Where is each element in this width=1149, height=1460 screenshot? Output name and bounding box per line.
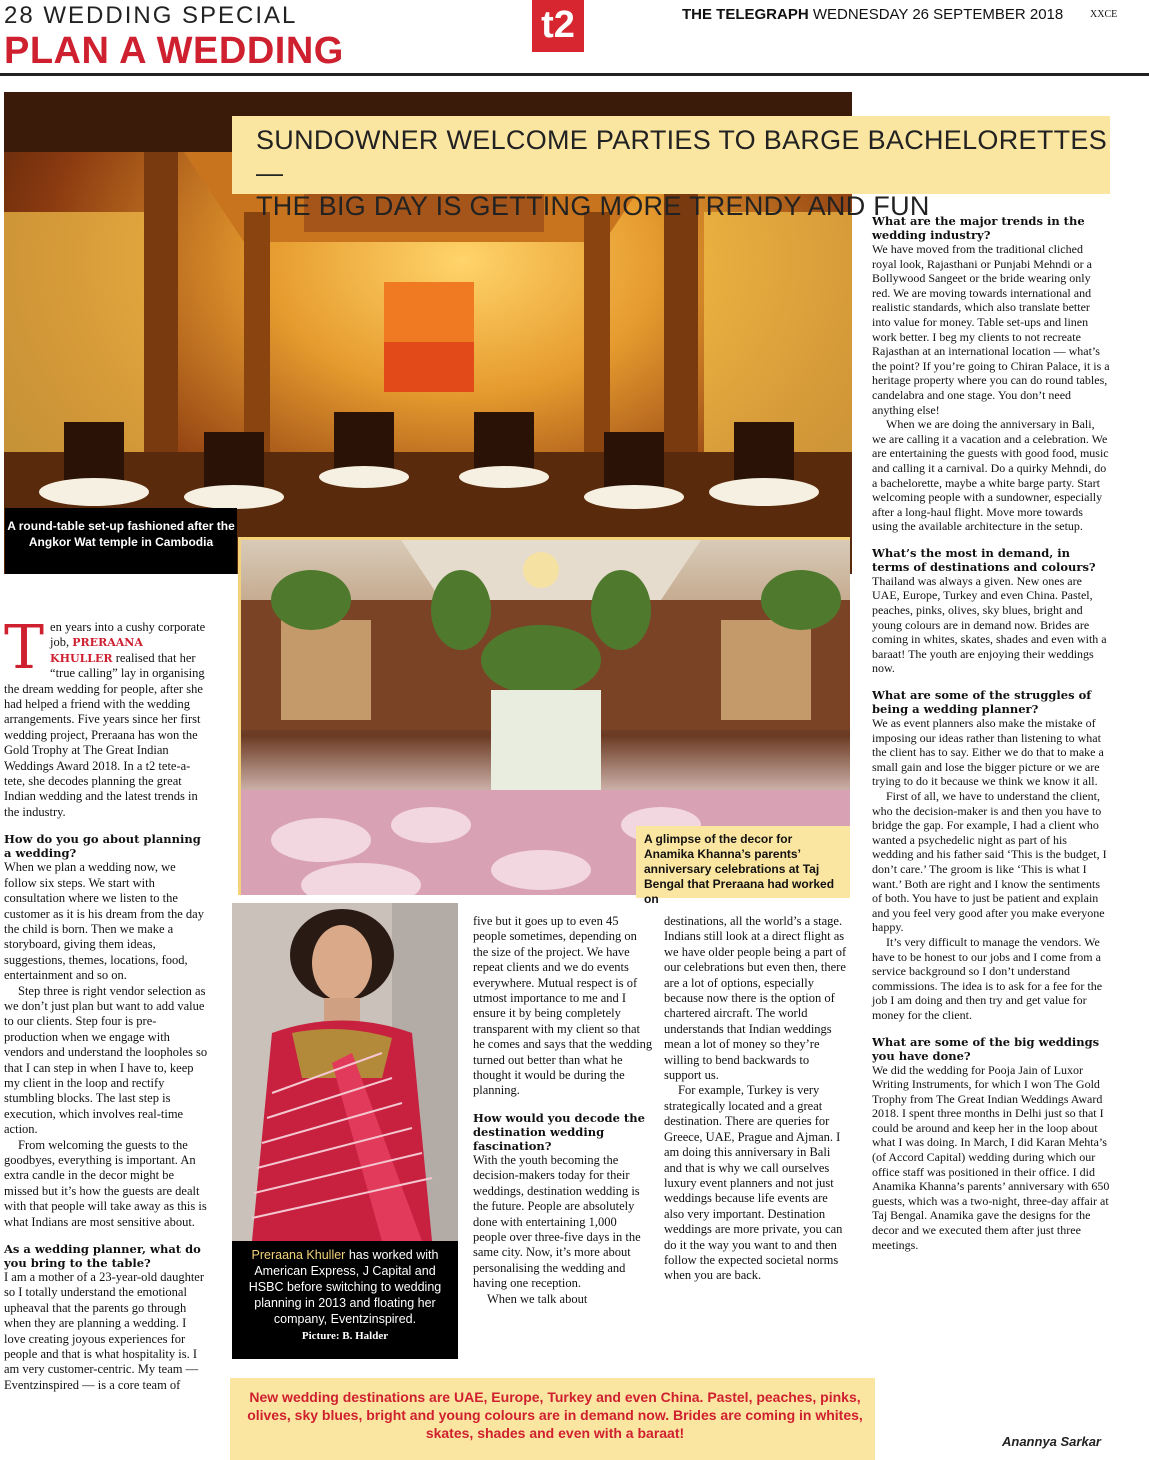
question-heading: How do you go about planning a wedding? [4, 832, 201, 861]
answer-paragraph: five but it goes up to even 45 people sometimes, depending on the size of the project. We have repeat clients and we do events everywhere. Mutual respect is of utmost importance to me and I ensure it by being completely transparent with my client so that he comes and says that the wedding turned out better than what he thought it would be during the planning. [473, 914, 653, 1098]
headline-line-1: SUNDOWNER WELCOME PARTIES TO BARGE BACHELORETTES — [256, 125, 1108, 188]
answer-paragraph: From welcoming the guests to the goodbyes, everything is important. An extra candle in the decor might be missed but it’s how the guests are dealt with that people will take away as this is what Indians are most sensitive about. [4, 1137, 207, 1229]
question-heading: What’s the most in demand, in terms of destinations and colours? [872, 545, 1096, 574]
answer-paragraph: Step three is right vendor selection as we don’t just plan but want to add value to our clients. Step four is pre-production when we engage with vendors and understand the loopholes so that I can step in when I have to, keep my client in the loop and rectify stumbling blocks. The last step is execution, which involves real-time action. [4, 983, 208, 1137]
answer-paragraph: When we are doing the anniversary in Bali, we are calling it a vacation and a celebration. We are entertaining the guests with good food, music and calling it a carnival. Do a quirky Mehndi, do a bachelorette, maybe a white barge party. Start welcoming people with a sundowner, especially after a long-haul flight. Move more towards using the available architecture in the setup. [872, 417, 1109, 534]
edition-code: XXCE [1090, 9, 1118, 20]
newspaper-name: THE TELEGRAPH [682, 6, 809, 23]
question-heading: What are some of the big weddings you have done? [872, 1034, 1100, 1063]
header-rule [0, 73, 1149, 76]
photo-credit: Picture: B. Halder [301, 1330, 389, 1342]
headline-box [232, 116, 1110, 221]
answer-paragraph: For example, Turkey is very strategically located and a great destination. There are queries for Greece, UAE, Prague and Ajman. I am doing this anniversary in Bali and that is why we call ourselves luxury event planners and not just weddings because life events are also very important. Destination weddings are more private, you can do it the way you want to and then follow the expected societal norms when you are back. [664, 1083, 843, 1283]
interviewee-name: PRERAANA KHULLER [50, 636, 143, 665]
photo-caption-angkor-wat: A round-table set-up fashioned after the Angkor Wat temple in Cambodia [5, 508, 237, 574]
caption-person-text: has worked with American Express, J Capital and HSBC before switching to wedding planning in 2013 and floating her company, Eventzinspired. [248, 1248, 442, 1326]
question-heading: What are the major trends in the wedding industry? [872, 214, 1085, 242]
answer-paragraph: First of all, we have to understand the client, who the decision-maker is and then you have to bridge the gap. For example, I had a client who wanted a psychedelic night as part of his wedding and his father said ‘This is the budget, I don’t care.’ The groom is like ‘This is what I want.’ Both are right and I know the sentiments of both. You have to just be patient and explain and you feel very good after you make everyone happy. [872, 789, 1107, 935]
answer-paragraph: We as event planners also make the mistake of imposing our ideas rather than listening to what the client has to say. Either we do that to make a small gain and lose the bigger picture or we are trying to do it because we think we know it all. [872, 716, 1104, 789]
newspaper-masthead [682, 6, 1063, 23]
pullquote: New wedding destinations are UAE, Europe, Turkey and even China. Pastel, peaches, pinks, olives, sky blues, bright and young colours are in demand now. Brides are coming in whites, skates, shades and even with a baraat! [247, 1389, 863, 1441]
answer-paragraph: destinations, all the world’s a stage. Indians still look at a direct flight as we have older people being a part of our celebrations but even then, there are a lot of options, especially because now there is the option of chartered aircraft. The world understands that Indian weddings mean a lot of money so they’re willing to bend backwards to support us. [664, 914, 847, 1083]
answer-paragraph: It’s very difficult to manage the vendors. We have to be honest to our jobs and I come from a service background so I don’t understand commissions. The idea is to ask for a fee for the job I am doing and then try and get value for money for the client. [872, 934, 1103, 1022]
answer-paragraph: When we plan a wedding now, we follow six steps. We start with consultation where we listen to the customer as it is his dream from the day the child is born. Then we make a storyboard, giving them ideas, suggestions, themes, locations, food, entertainment and so on. [4, 860, 204, 983]
caption-person-name: Preraana Khuller [251, 1248, 346, 1262]
answer-paragraph: Thailand was always a given. New ones are UAE, Europe, Turkey and even China. Pastel, peaches, pinks, olives, sky blues, bright and young colours are in demand now. Brides are coming in whites, skates, shades and even with a baraat! The youth are enjoying their weddings now. [872, 573, 1107, 676]
page-title: PLAN A WEDDING [4, 30, 344, 72]
issue-date: WEDNESDAY 26 SEPTEMBER 2018 [812, 6, 1064, 23]
headline-line-2: THE BIG DAY IS GETTING MORE TRENDY AND FUN [256, 191, 930, 221]
answer-paragraph: I am a mother of a 23-year-old daughter so I totally understand the emotional upheaval that the parents go through when they are planning a wedding. I love creating joyous experiences for people and that is what hospitality is. I am very customer-centric. My team — Eventzinspired — is a core team of [4, 1270, 205, 1392]
article-column-1 [4, 613, 208, 1393]
answer-paragraph: With the youth becoming the decision-makers today for their weddings, destination wedding is the future. People are absolutely done with entertaining 1,000 people over three-five days in the same city. Now, it’s more about personalising the wedding and having one reception. [473, 1152, 641, 1291]
question-heading: What are some of the struggles of being a wedding planner? [872, 688, 1092, 717]
drop-cap: T [4, 613, 45, 683]
answer-paragraph: We have moved from the traditional cliched royal look, Rajasthani or Punjabi Mehndi or a Bollywood Sangeet or the bride wearing only red. We are moving towards international and realistic standards, which also translate better into value for money. Table set-ups and linen work better. I beg my clients to not recreate Rajasthan at an international location — what’s the point? If you’re going to Chiran Palace, it is a heritage property where you can do round tables, candelabra and one stage. You don’t need anything else! [872, 242, 1110, 417]
author-byline: Anannya Sarkar [1002, 1434, 1101, 1449]
question-heading: As a wedding planner, what do you bring to the table? [4, 1242, 201, 1271]
page-section-label: 28 WEDDING SPECIAL [4, 2, 298, 29]
article-column-4 [664, 914, 849, 1284]
photo-caption-portrait [232, 1241, 458, 1359]
answer-paragraph: When we talk about [487, 1291, 588, 1306]
photo-caption-taj-bengal: A glimpse of the decor for Anamika Khanna’s parents’ anniversary celebrations at Taj Bengal that Preraana had worked on [636, 826, 850, 898]
t2-logo: t2 [532, 0, 584, 52]
article-column-3 [473, 914, 653, 1307]
answer-paragraph: We did the wedding for Pooja Jain of Luxor Writing Instruments, for which I won The Gold Trophy from The Great Indian Weddings Award 2018. I spent three months in Delhi just so that I could be around and keep her in the loop about what I was doing. In March, I did Karan Mehta’s (of Accord Capital) wedding during which our office staff was positioned in their office. I did Anamika Khanna’s parents’ anniversary with 650 guests, which was a two-night, three-day affair at Taj Bengal. Anamika gave the designs for the decor and we executed them after just three meetings. [872, 1062, 1110, 1252]
article-column-5 [872, 214, 1110, 1252]
intro-paragraph: en years into a cushy corporate job, PRERAANA KHULLER realised that her “true calling” lay in organising the dream wedding for people, after she had helped a friend with the wedding arrangements. Five years since her first wedding project, Preraana has won the Gold Trophy at The Great Indian Weddings Award 2018. In a t2 tete-a-tete, she decodes planning the great Indian wedding and the latest trends in the industry. [4, 620, 206, 819]
portrait-photo [232, 903, 458, 1241]
portrait-illustration [232, 903, 458, 1241]
question-heading: How would you decode the destination wedding fascination? [473, 1110, 645, 1153]
